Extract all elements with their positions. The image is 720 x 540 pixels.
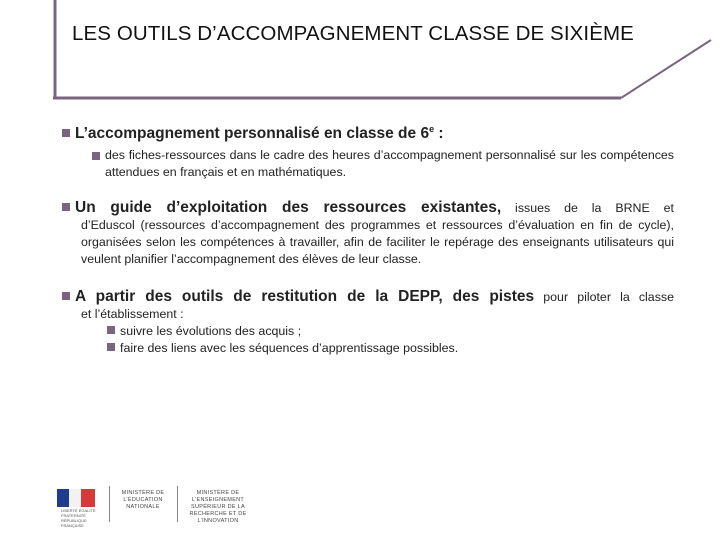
item-3-first-rest: pour piloter la classe (534, 290, 674, 305)
item-2-rest: d’Eduscol (ressources d’accompagnement des programmes et ressources d’évaluation en fin de cycle), organisées selon les compétences à travailler, afin de faciliter le repérage des enseignants utilisateurs qui veulent planifier l’accompagnement des élèves de leur classe. (81, 218, 674, 267)
item-1-heading-suffix: : (434, 125, 444, 143)
item-3-sub-2-text: faire des liens avec les séquences d’apprentissage possibles. (120, 341, 459, 356)
item-3-heading: A partir des outils de restitution de la DEPP, des pistes (75, 288, 535, 306)
flag-blue (57, 489, 69, 507)
bullet-icon (62, 203, 70, 211)
slide-title: LES OUTILS D’ACCOMPAGNEMENT CLASSE DE SIXIÈME (72, 22, 634, 45)
item-1-sub-text: des fiches-ressources dans le cadre des heures d’accompagnement personnalisé sur les compétences attendues en français et en mathématiques. (105, 148, 674, 180)
item-1 (62, 121, 674, 181)
bullet-icon (107, 326, 115, 334)
item-1-heading-text: L’accompagnement personnalisé en classe de 6 (75, 125, 430, 143)
item-3 (62, 288, 674, 357)
bullet-icon (62, 292, 70, 300)
bullet-icon (92, 152, 100, 160)
ministry-2: MINISTÈRE DE L’ENSEIGNEMENT SUPÉRIEUR DE LA RECHERCHE ET DE L’INNOVATION (189, 490, 247, 524)
item-2-heading: Un guide d’exploitation des ressources existantes, (75, 199, 502, 217)
footer-logos (53, 484, 255, 528)
logo-caption: LIBERTÉ ÉGALITÉ FRATERNITÉ RÉPUBLIQUE FRANÇAISE (61, 508, 96, 528)
item-3-sub-2 (107, 340, 674, 357)
flag-red (81, 489, 95, 507)
flag-white (69, 489, 81, 507)
divider (109, 486, 110, 522)
item-3-first-line (62, 288, 674, 306)
divider (177, 486, 178, 522)
republique-francaise-logo (53, 484, 103, 528)
item-3-rest: et l’établissement : (81, 307, 184, 322)
item-2-first-line (62, 199, 674, 217)
item-1-sub (92, 147, 674, 181)
item-1-heading-sup: e (429, 124, 435, 134)
title-frame (53, 0, 713, 100)
item-2-paragraph (75, 199, 674, 268)
ministry-1: MINISTÈRE DE L’ÉDUCATION NATIONALE (121, 490, 165, 510)
item-2 (62, 199, 674, 268)
item-3-sub-1-text: suivre les évolutions des acquis ; (120, 324, 302, 339)
bullet-icon (107, 343, 115, 351)
item-3-paragraph (75, 288, 674, 357)
item-1-heading (62, 121, 674, 142)
slide-content (62, 121, 674, 371)
title-frame-lines (53, 0, 713, 100)
bullet-icon (62, 129, 70, 137)
item-3-sub-1 (107, 323, 674, 340)
item-2-first-rest: issues de la BRNE et (501, 201, 674, 216)
